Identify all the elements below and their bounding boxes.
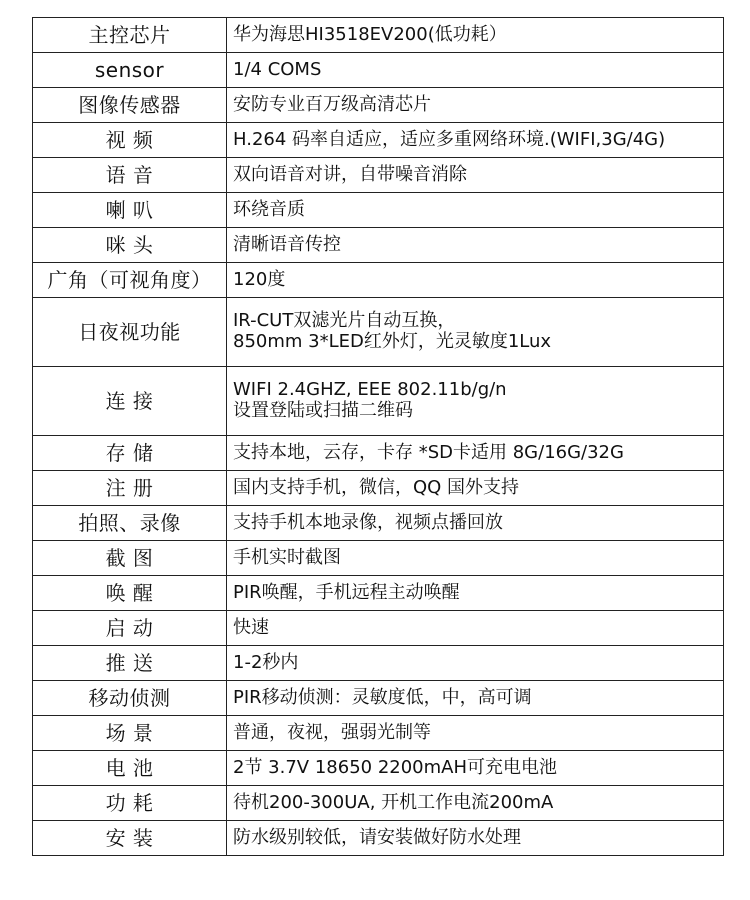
row-value: 手机实时截图: [227, 541, 724, 576]
table-row: [33, 436, 724, 471]
row-key: sensor: [33, 53, 227, 88]
row-key: 推 送: [33, 646, 227, 681]
table-row: [33, 646, 724, 681]
row-value-line: WIFI 2.4GHZ, EEE 802.11b/g/n: [233, 379, 507, 401]
row-value: PIR唤醒，手机远程主动唤醒: [227, 576, 724, 611]
row-key: 拍照、录像: [33, 506, 227, 541]
table-row: [33, 751, 724, 786]
row-value: PIR移动侦测：灵敏度低，中，高可调: [227, 681, 724, 716]
table-row: [33, 193, 724, 228]
table-row: [33, 367, 724, 436]
row-key: 移动侦测: [33, 681, 227, 716]
row-value: 1/4 COMS: [227, 53, 724, 88]
row-key: 场 景: [33, 716, 227, 751]
table-row: [33, 471, 724, 506]
row-key: 语 音: [33, 158, 227, 193]
row-value: 1-2秒内: [227, 646, 724, 681]
table-row: [33, 821, 724, 856]
row-value: 120度: [227, 263, 724, 298]
row-key: 启 动: [33, 611, 227, 646]
row-key: 截 图: [33, 541, 227, 576]
table-row: [33, 123, 724, 158]
row-value-line: IR-CUT双滤光片自动互换，: [233, 310, 456, 332]
row-key: 图像传感器: [33, 88, 227, 123]
row-value-line: 设置登陆或扫描二维码: [233, 400, 413, 421]
row-value: [227, 367, 724, 436]
row-value: 2节 3.7V 18650 2200mAH可充电电池: [227, 751, 724, 786]
row-key: 安 装: [33, 821, 227, 856]
row-key: 广角（可视角度）: [33, 263, 227, 298]
row-key: 咪 头: [33, 228, 227, 263]
row-key: 日夜视功能: [33, 298, 227, 367]
row-key: 连 接: [33, 367, 227, 436]
table-row: [33, 298, 724, 367]
row-value-line: 850mm 3*LED红外灯，光灵敏度1Lux: [233, 331, 552, 352]
row-key: 注 册: [33, 471, 227, 506]
table-row: [33, 541, 724, 576]
row-value: 普通，夜视，强弱光制等: [227, 716, 724, 751]
table-row: [33, 786, 724, 821]
table-row: [33, 88, 724, 123]
row-value: 环绕音质: [227, 193, 724, 228]
table-row: [33, 681, 724, 716]
row-value: [227, 298, 724, 367]
table-row: [33, 576, 724, 611]
table-row: [33, 506, 724, 541]
table-row: [33, 53, 724, 88]
row-value: 防水级别较低，请安装做好防水处理: [227, 821, 724, 856]
table-row: [33, 611, 724, 646]
table-row: [33, 18, 724, 53]
table-row: [33, 716, 724, 751]
row-value: 安防专业百万级高清芯片: [227, 88, 724, 123]
table-row: [33, 263, 724, 298]
spec-table: [32, 17, 724, 856]
row-key: 功 耗: [33, 786, 227, 821]
row-key: 电 池: [33, 751, 227, 786]
row-value: 待机200-300UA, 开机工作电流200mA: [227, 786, 724, 821]
row-value: 华为海思HI3518EV200(低功耗）: [227, 18, 724, 53]
row-value: 支持本地，云存，卡存 *SD卡适用 8G/16G/32G: [227, 436, 724, 471]
row-key: 存 储: [33, 436, 227, 471]
row-value: 快速: [227, 611, 724, 646]
row-value: 国内支持手机，微信，QQ 国外支持: [227, 471, 724, 506]
row-value: 支持手机本地录像，视频点播回放: [227, 506, 724, 541]
row-key: 视 频: [33, 123, 227, 158]
table-row: [33, 228, 724, 263]
row-value: H.264 码率自适应，适应多重网络环境.(WIFI,3G/4G): [227, 123, 724, 158]
row-key: 喇 叭: [33, 193, 227, 228]
row-key: 主控芯片: [33, 18, 227, 53]
row-value: 清晰语音传控: [227, 228, 724, 263]
table-row: [33, 158, 724, 193]
row-value: 双向语音对讲，自带噪音消除: [227, 158, 724, 193]
row-key: 唤 醒: [33, 576, 227, 611]
